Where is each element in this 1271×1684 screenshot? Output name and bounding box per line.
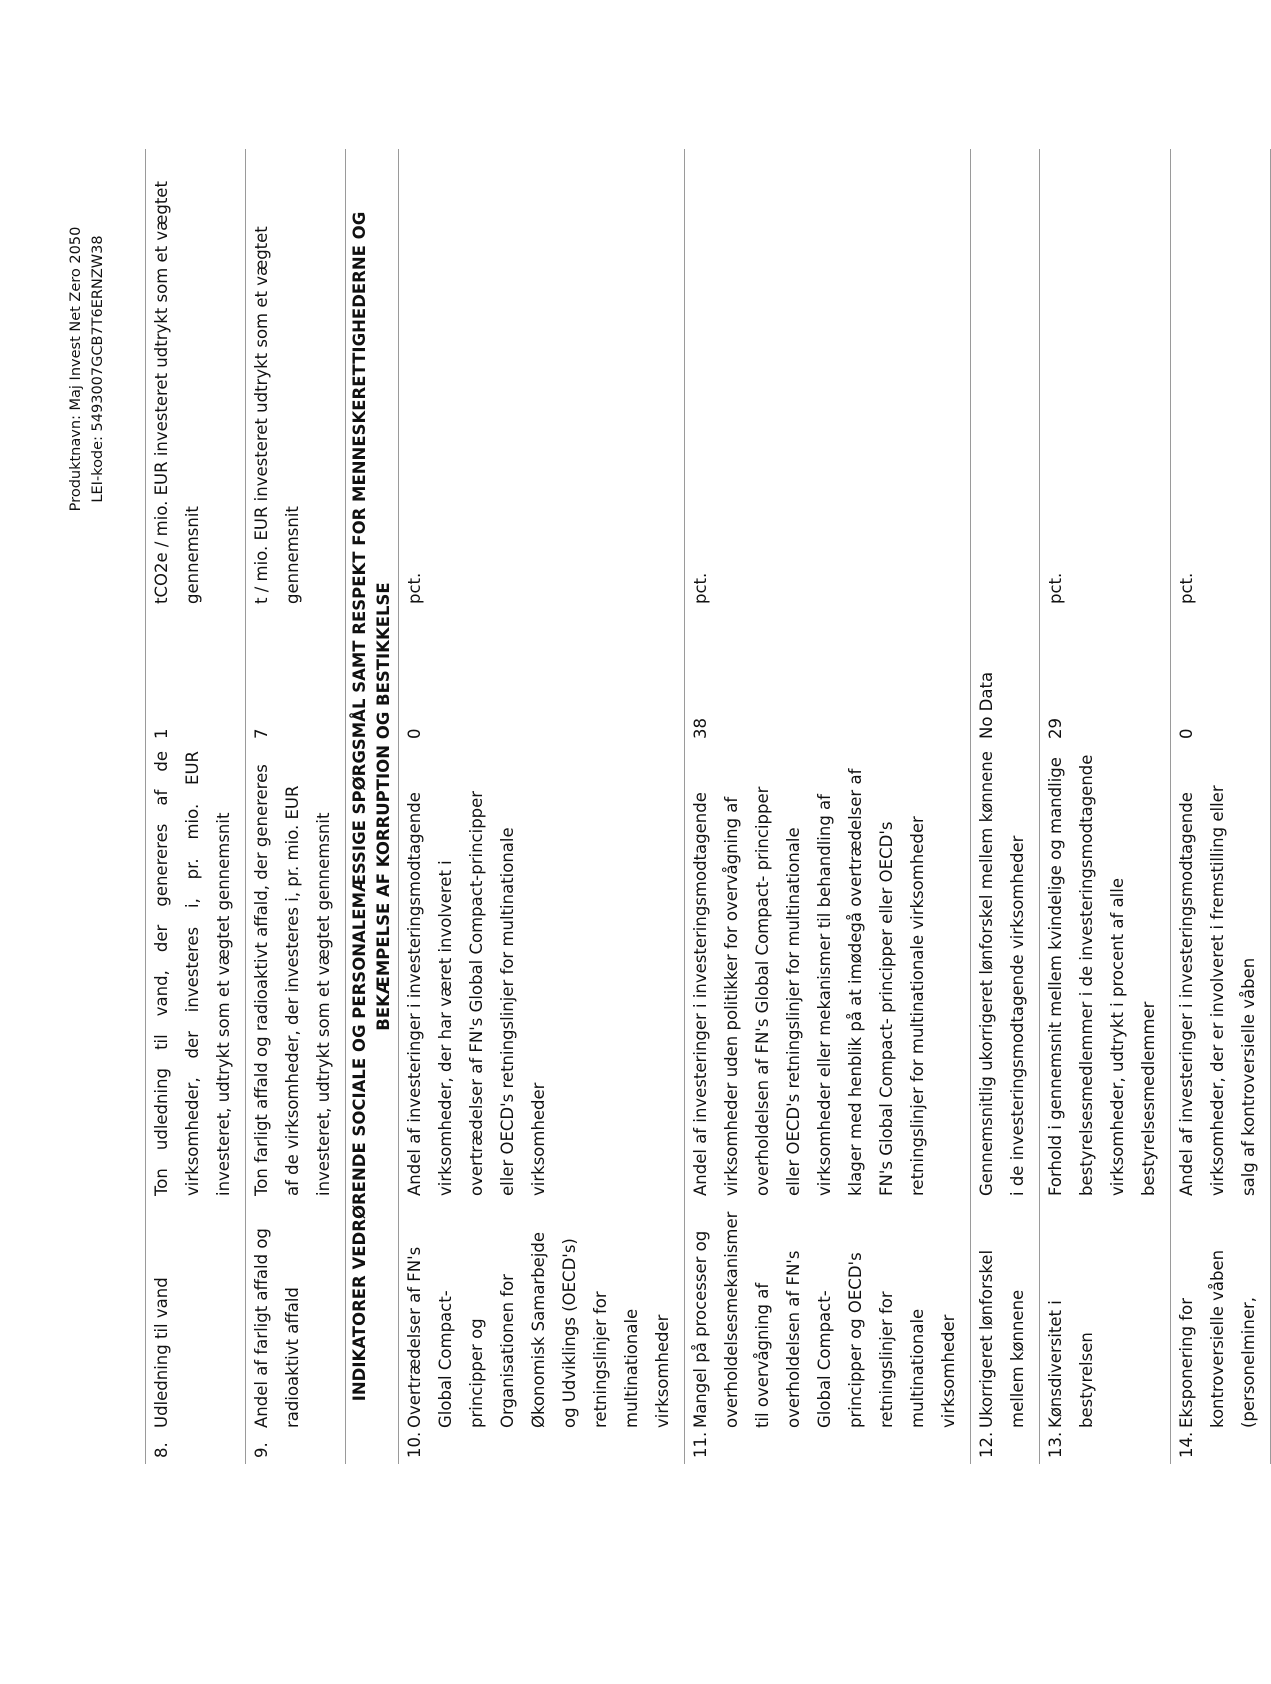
indicator-name: Mangel på processer og overholdelsesmekanismer til overvågning af overholdelsen af FN's Global Compact-principper og OECD's retningslinjer for multinationale virksomheder (691, 1211, 958, 1428)
indicator-number: 13. (1046, 1431, 1065, 1458)
lei-code: LEI-kode: 5493007GCB7T6ERNZW38 (90, 235, 106, 503)
metric-description: Ton farligt affald og radioaktivt affald, der genereres af de virksomheder, der investeres i, pr. mio. EUR investeret, udtrykt som et vægtet gennemsnit (252, 764, 333, 1196)
table-row (1040, 149, 1171, 1464)
table-row (246, 149, 346, 1464)
indicator-name: Overtrædelser af FN's Global Compact-principper og Organisationen for Økonomisk Samarbejde og Udviklings (OECD's) retningslinjer for multinationale virksomheder (405, 1231, 672, 1428)
indicator-unit: pct. (405, 572, 424, 604)
indicator-name: Eksponering for kontroversielle våben (personelminer, (1177, 1249, 1258, 1428)
indicator-value: No Data (977, 671, 996, 739)
indicator-unit: pct. (1046, 572, 1065, 604)
page-header (65, 134, 109, 604)
indicator-unit: tCO2e / mio. EUR investeret udtrykt som et vægtet gennemsnit (152, 181, 202, 604)
indicator-unit: t / mio. EUR investeret udtrykt som et vægtet gennemsnit (252, 226, 302, 604)
metric-description: Forhold i gennemsnit mellem kvindelige og mandlige bestyrelsesmedlemmer i de investeringsmodtagende virksomheder, udtrykt i procent af alle bestyrelsesmedlemmer (1046, 754, 1158, 1196)
indicator-number: 12. (977, 1431, 996, 1458)
indicator-name: Andel af farligt affald og radioaktivt affald (252, 1228, 302, 1428)
product-name: Produktnavn: Maj Invest Net Zero 2050 (68, 226, 84, 512)
indicator-value: 38 (691, 718, 710, 739)
table-row (685, 149, 971, 1464)
table-row (399, 149, 685, 1464)
indicator-unit (971, 149, 1040, 610)
indicator-name: Ukorrigeret lønforskel mellem kønnene (977, 1249, 1027, 1428)
indicator-unit: pct. (1177, 572, 1196, 604)
table-row (971, 149, 1040, 1464)
indicator-value: 7 (252, 728, 271, 739)
indicator-number: 11. (691, 1431, 710, 1458)
indicator-name: Kønsdiversitet i bestyrelsen (1046, 1300, 1096, 1428)
metric-description: Andel af investeringer i investeringsmodtagende virksomheder, der er involveret i fremstilling eller salg af kontroversielle våben (1177, 785, 1258, 1196)
metric-description: Ton udledning til vand, der genereres af de virksomheder, der investeres i, pr. mio. EUR investeret, udtrykt som et vægtet gennemsnit (152, 751, 233, 1196)
pai-indicator-table (145, 149, 1271, 1464)
indicator-number: 10. (405, 1431, 424, 1458)
section-heading-row (346, 149, 399, 1464)
indicator-value: 0 (1177, 728, 1196, 739)
indicator-value: 1 (152, 728, 171, 739)
metric-description: Andel af investeringer i investeringsmodtagende virksomheder uden politikker for overvågning af overholdelsen af FN's Global Compact- principper eller OECD's retningslinjer for multinationale virksomheder eller mekanismer til behandling af klager med henblik på at imødegå overtrædelser af FN's Global Compact- principper eller OECD's retningslinjer for multinationale virksomheder (691, 768, 927, 1196)
indicator-unit: pct. (691, 572, 710, 604)
metric-description: Andel af investeringer i investeringsmodtagende virksomheder, der har været involveret i overtrædelser af FN's Global Compact-principper eller OECD's retningslinjer for multinationale virksomheder (405, 790, 548, 1196)
indicator-number: 8. (152, 1442, 171, 1458)
indicator-name: Udledning til vand (152, 1277, 171, 1428)
indicator-value: 0 (405, 728, 424, 739)
section-heading: INDIKATORER VEDRØRENDE SOCIALE OG PERSONALEMÆSSIGE SPØRGSMÅL SAMT RESPEKT FOR MENNESKERETTIGHEDERNE OG BEKÆMPELSE AF KORRUPTION OG BESTIKKELSE (350, 211, 393, 1402)
indicator-value: 29 (1046, 718, 1065, 739)
table-row (146, 149, 246, 1464)
table-row (1171, 149, 1271, 1464)
indicator-number: 9. (252, 1442, 271, 1458)
metric-description: Gennemsnitlig ukorrigeret lønforskel mellem kønnene i de investeringsmodtagende virksomheder (977, 751, 1027, 1196)
indicator-number: 14. (1177, 1431, 1196, 1458)
